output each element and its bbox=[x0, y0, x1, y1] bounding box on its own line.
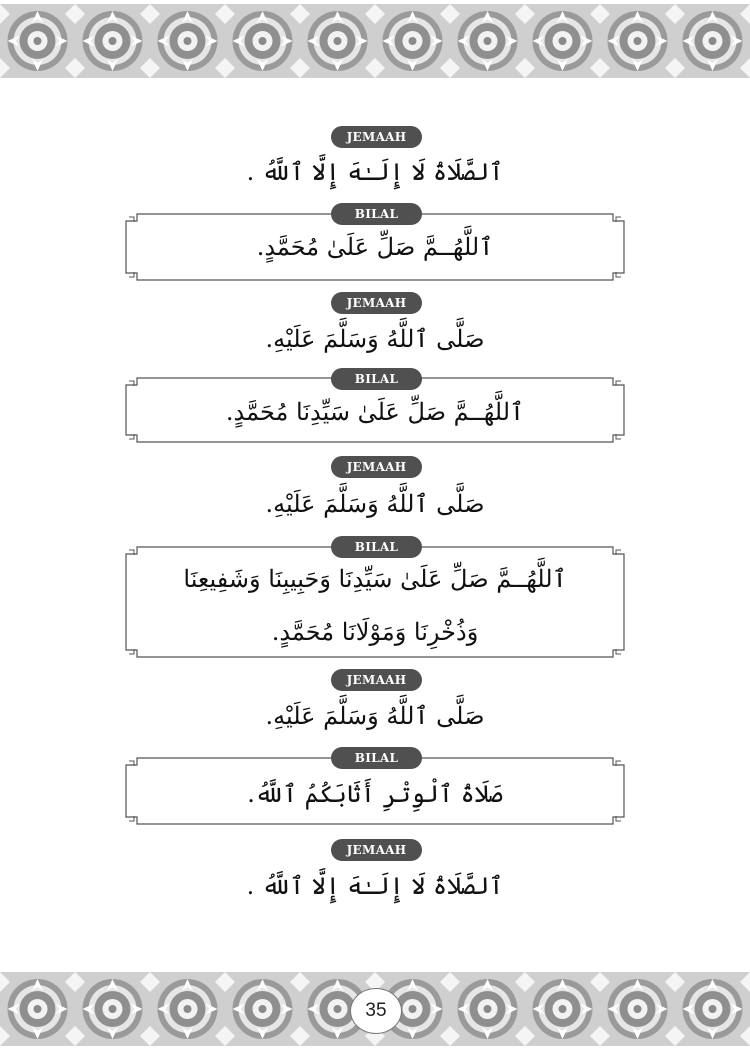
role-label-bilal: BILAL bbox=[331, 536, 422, 558]
role-label-jemaah: JEMAAH bbox=[331, 669, 422, 691]
role-label-jemaah: JEMAAH bbox=[331, 126, 422, 148]
role-label-jemaah: JEMAAH bbox=[331, 456, 422, 478]
arabic-line: ٱللَّهُــمَّ صَلِّ عَلَىٰ سَيِّدِنَا مُحَمَّدٍ. bbox=[225, 398, 525, 426]
role-label-bilal: BILAL bbox=[331, 368, 422, 390]
arabic-line: صَلَاةُ ٱلْوِتْرِ أَثَابَكُمُ ٱللَّهُ. bbox=[247, 780, 503, 808]
arabic-line: ٱللَّهُــمَّ صَلِّ عَلَىٰ مُحَمَّدٍ. bbox=[256, 233, 494, 261]
role-label-bilal: BILAL bbox=[331, 203, 422, 225]
role-label-bilal: BILAL bbox=[331, 747, 422, 769]
top-ornamental-border bbox=[0, 0, 750, 82]
role-label-jemaah: JEMAAH bbox=[331, 839, 422, 861]
role-label-jemaah: JEMAAH bbox=[331, 292, 422, 314]
arabic-line: ٱللَّهُــمَّ صَلِّ عَلَىٰ سَيِّدِنَا وَحَبِيبِنَا وَشَفِيعِنَا bbox=[183, 565, 567, 593]
arabic-line: ٱلصَّلَاةُ لَا إِلَـٰهَ إِلَّا ٱللَّهُ . bbox=[246, 872, 504, 900]
page-number: 35 bbox=[350, 988, 402, 1034]
arabic-line: وَذُخْرِنَا وَمَوْلَانَا مُحَمَّدٍ. bbox=[271, 618, 479, 646]
arabic-line: صَلَّى ٱللَّهُ وَسَلَّمَ عَلَيْهِ. bbox=[265, 325, 485, 353]
arabic-line: صَلَّى ٱللَّهُ وَسَلَّمَ عَلَيْهِ. bbox=[265, 702, 485, 730]
arabic-line: صَلَّى ٱللَّهُ وَسَلَّمَ عَلَيْهِ. bbox=[265, 490, 485, 518]
arabic-line: ٱلصَّلَاةُ لَا إِلَـٰهَ إِلَّا ٱللَّهُ . bbox=[246, 158, 504, 186]
